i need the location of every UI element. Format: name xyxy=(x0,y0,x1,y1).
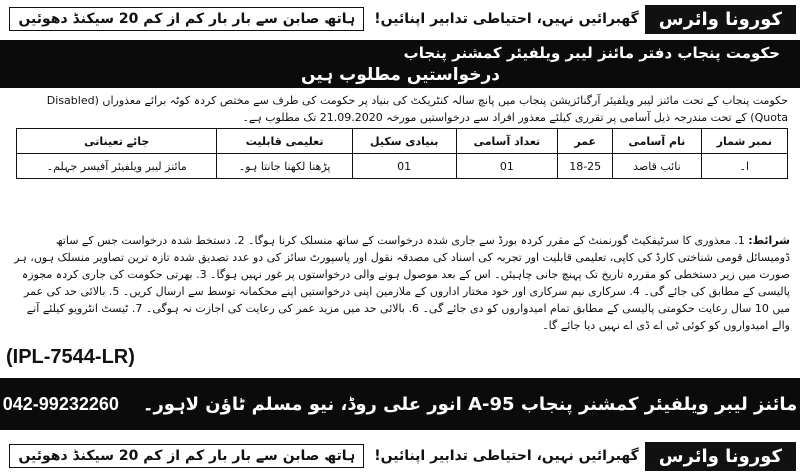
ipl-reference-code: (IPL-7544-LR) xyxy=(6,346,135,368)
conditions-label: شرائط: xyxy=(748,234,790,247)
corona-title: کورونا وائرس xyxy=(645,5,796,34)
applications-wanted-title: درخواستیں مطلوب ہیں xyxy=(301,65,500,85)
cell-serial: ا۔ xyxy=(701,154,787,179)
cell-post-name: نائب قاصد xyxy=(613,154,701,179)
header-posting-place: جائے تعیناتی xyxy=(17,129,217,154)
header-banner xyxy=(0,40,800,88)
corona-message: ہاتھ صابن سے بار بار کم از کم 20 سیکنڈ دھوئیں xyxy=(9,444,364,468)
footer-banner xyxy=(0,378,800,430)
header-post-name: نام آسامی xyxy=(613,129,701,154)
cell-qualification: پڑھنا لکھنا جانتا ہو۔ xyxy=(217,154,352,179)
conditions-paragraph xyxy=(10,232,790,334)
cell-age: 18-25 xyxy=(558,154,613,179)
cell-basic-scale: 01 xyxy=(352,154,456,179)
header-qualification: تعلیمی قابلیت xyxy=(217,129,352,154)
corona-strip-bottom xyxy=(0,437,800,475)
intro-paragraph: حکومت پنجاب کے تحت مائنز لیبر ویلفیئر آرگنائزیشن پنجاب میں پانچ سالہ کنٹریکٹ کی بنیاد پر حکومت کی طرف سے مختص کردہ کوٹہ برائے معذوراں (Disabled Quota) کے تحت مندرجہ ذیل آسامی پر تقرری کیلئے معذور افراد سے درخواستیں مورخہ 21.09.2020 تک مطلوب ہے۔ xyxy=(46,94,788,124)
corona-title: کورونا وائرس xyxy=(645,442,796,471)
cell-post-count: 01 xyxy=(456,154,558,179)
conditions-text: 1. معذوری کا سرٹیفکیٹ گورنمنٹ کے مقرر کردہ بورڈ سے جاری شدہ درخواست کے ساتھ منسلک کرنا ہوگا۔ 2. دستخط شدہ درخواست جس کے ساتھ ڈومیسائل قومی شناختی کارڈ کی کاپی، تعلیمی قابلیت اور تجربہ کی اسناد کی مصدقہ نقول اور پاسپورٹ سائز کی دو عدد تصدیق شدہ تازہ ترین تصاویر منسلک ہوں، ہر صورت میں زیر دستخطی کو مقررہ تاریخ تک پہنچ جانی چاہیئں۔ اس کے بعد موصول ہونے والی درخواستوں پر غور نہیں ہوگا۔ 3. بھرتی حکومت کی جاری کردہ مجوزہ پالیسی کے مطابق کی جائے گی۔ 4. سرکاری نیم سرکاری اور خود مختار اداروں کے ملازمین اپنی درخواستیں اپنے محکمانہ توسط سے ارسال کریں۔ 5. بالائی حد کی عمر میں 10 سال رعایت حکومتی پالیسی کے مطابق تمام امیدواروں کو دی جائے گی۔ 6. بالائی حد میں مزید عمر کی رعایت کی اجازت نہ ہوگی۔ 7. ٹیسٹ انٹرویو کیلئے آنے والے امیدواروں کو کوئی ٹی اے ڈی اے نہیں دیا جائے گا۔ xyxy=(14,234,790,332)
corona-slogan: گھبرائیں نہیں، احتیاطی تدابیر اپنائیں! xyxy=(374,11,639,27)
department-title: حکومت پنجاب دفتر مائنز لیبر ویلفیئر کمشنر پنجاب xyxy=(403,44,780,62)
header-post-count: تعداد آسامی xyxy=(456,129,558,154)
corona-slogan: گھبرائیں نہیں، احتیاطی تدابیر اپنائیں! xyxy=(374,448,639,464)
corona-strip-top xyxy=(0,0,800,38)
vacancy-table xyxy=(16,128,788,179)
corona-message: ہاتھ صابن سے بار بار کم از کم 20 سیکنڈ دھوئیں xyxy=(9,7,364,31)
office-address: مائنز لیبر ویلفیئر کمشنر پنجاب A-95 انور علی روڈ، نیو مسلم ٹاؤن لاہور۔ xyxy=(142,393,798,415)
header-age: عمر xyxy=(558,129,613,154)
table-header-row xyxy=(17,129,788,154)
header-basic-scale: بنیادی سکیل xyxy=(352,129,456,154)
cell-posting-place: مائنز لیبر ویلفیئر آفیسر جہلم۔ xyxy=(17,154,217,179)
header-serial: نمبر شمار xyxy=(701,129,787,154)
phone-number: 042-99232260 xyxy=(2,393,119,414)
table-row xyxy=(17,154,788,179)
